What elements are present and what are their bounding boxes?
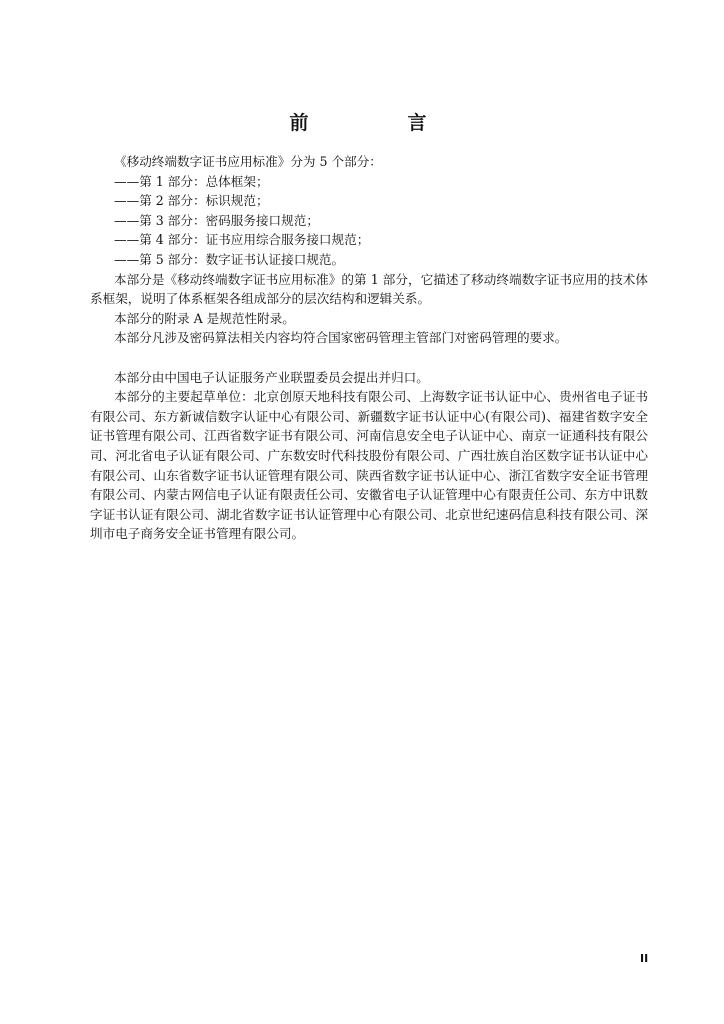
- page-title: 前 言: [289, 112, 467, 134]
- part-list-item: ——第 2 部分：标识规范；: [114, 193, 269, 209]
- intro-paragraph: 《移动终端数字证书应用标准》分为 5 个部分：: [114, 154, 382, 169]
- part-list-item: ——第 4 部分：证书应用综合服务接口规范；: [114, 232, 370, 248]
- part-list-item: ——第 3 部分：密码服务接口规范；: [114, 212, 319, 228]
- part-list-item: ——第 1 部分：总体框架；: [114, 173, 269, 189]
- paragraph-gap: [90, 348, 648, 368]
- drafters-paragraph: 本部分的主要起草单位：北京创原天地科技有限公司、上海数字证书认证中心、贵州省电子证书有限公司、东方新诚信数字认证中心有限公司、新疆数字证书认证中心(有限公司)、福建省数字安全证书管理有限公司、江西省数字证书有限公司、河南信息安全电子认证中心、南京一证通科技有限公司、河北省电子认证有限公司、广东数安时代科技股份有限公司、广西壮族自治区数字证书认证中心有限公司、山东省数字证书认证管理有限公司、陕西省数字证书认证中心、浙江省数字安全证书管理有限公司、内蒙古网信电子认证有限责任公司、安徽省电子认证管理中心有限责任公司、东方中讯数字证书认证有限公司、湖北省数字证书认证管理中心有限公司、北京世纪速码信息科技有限公司、深圳市电子商务安全证书管理有限公司。: [90, 389, 648, 542]
- scope-paragraph: 本部分是《移动终端数字证书应用标准》的第 1 部分，它描述了移动终端数字证书应用的技术体系框架，说明了体系框架各组成部分的层次结构和逻辑关系。: [90, 271, 648, 307]
- page-number: II: [640, 952, 649, 965]
- part-list-item: ——第 5 部分：数字证书认证接口规范。: [114, 251, 345, 267]
- crypto-paragraph: 本部分凡涉及密码算法相关内容均符合国家密码管理主管部门对密码管理的要求。: [114, 330, 568, 346]
- proposer-paragraph: 本部分由中国电子认证服务产业联盟委员会提出并归口。: [114, 369, 429, 385]
- foreword-body: [90, 152, 648, 544]
- appendix-paragraph: 本部分的附录 A 是规范性附录。: [114, 310, 295, 326]
